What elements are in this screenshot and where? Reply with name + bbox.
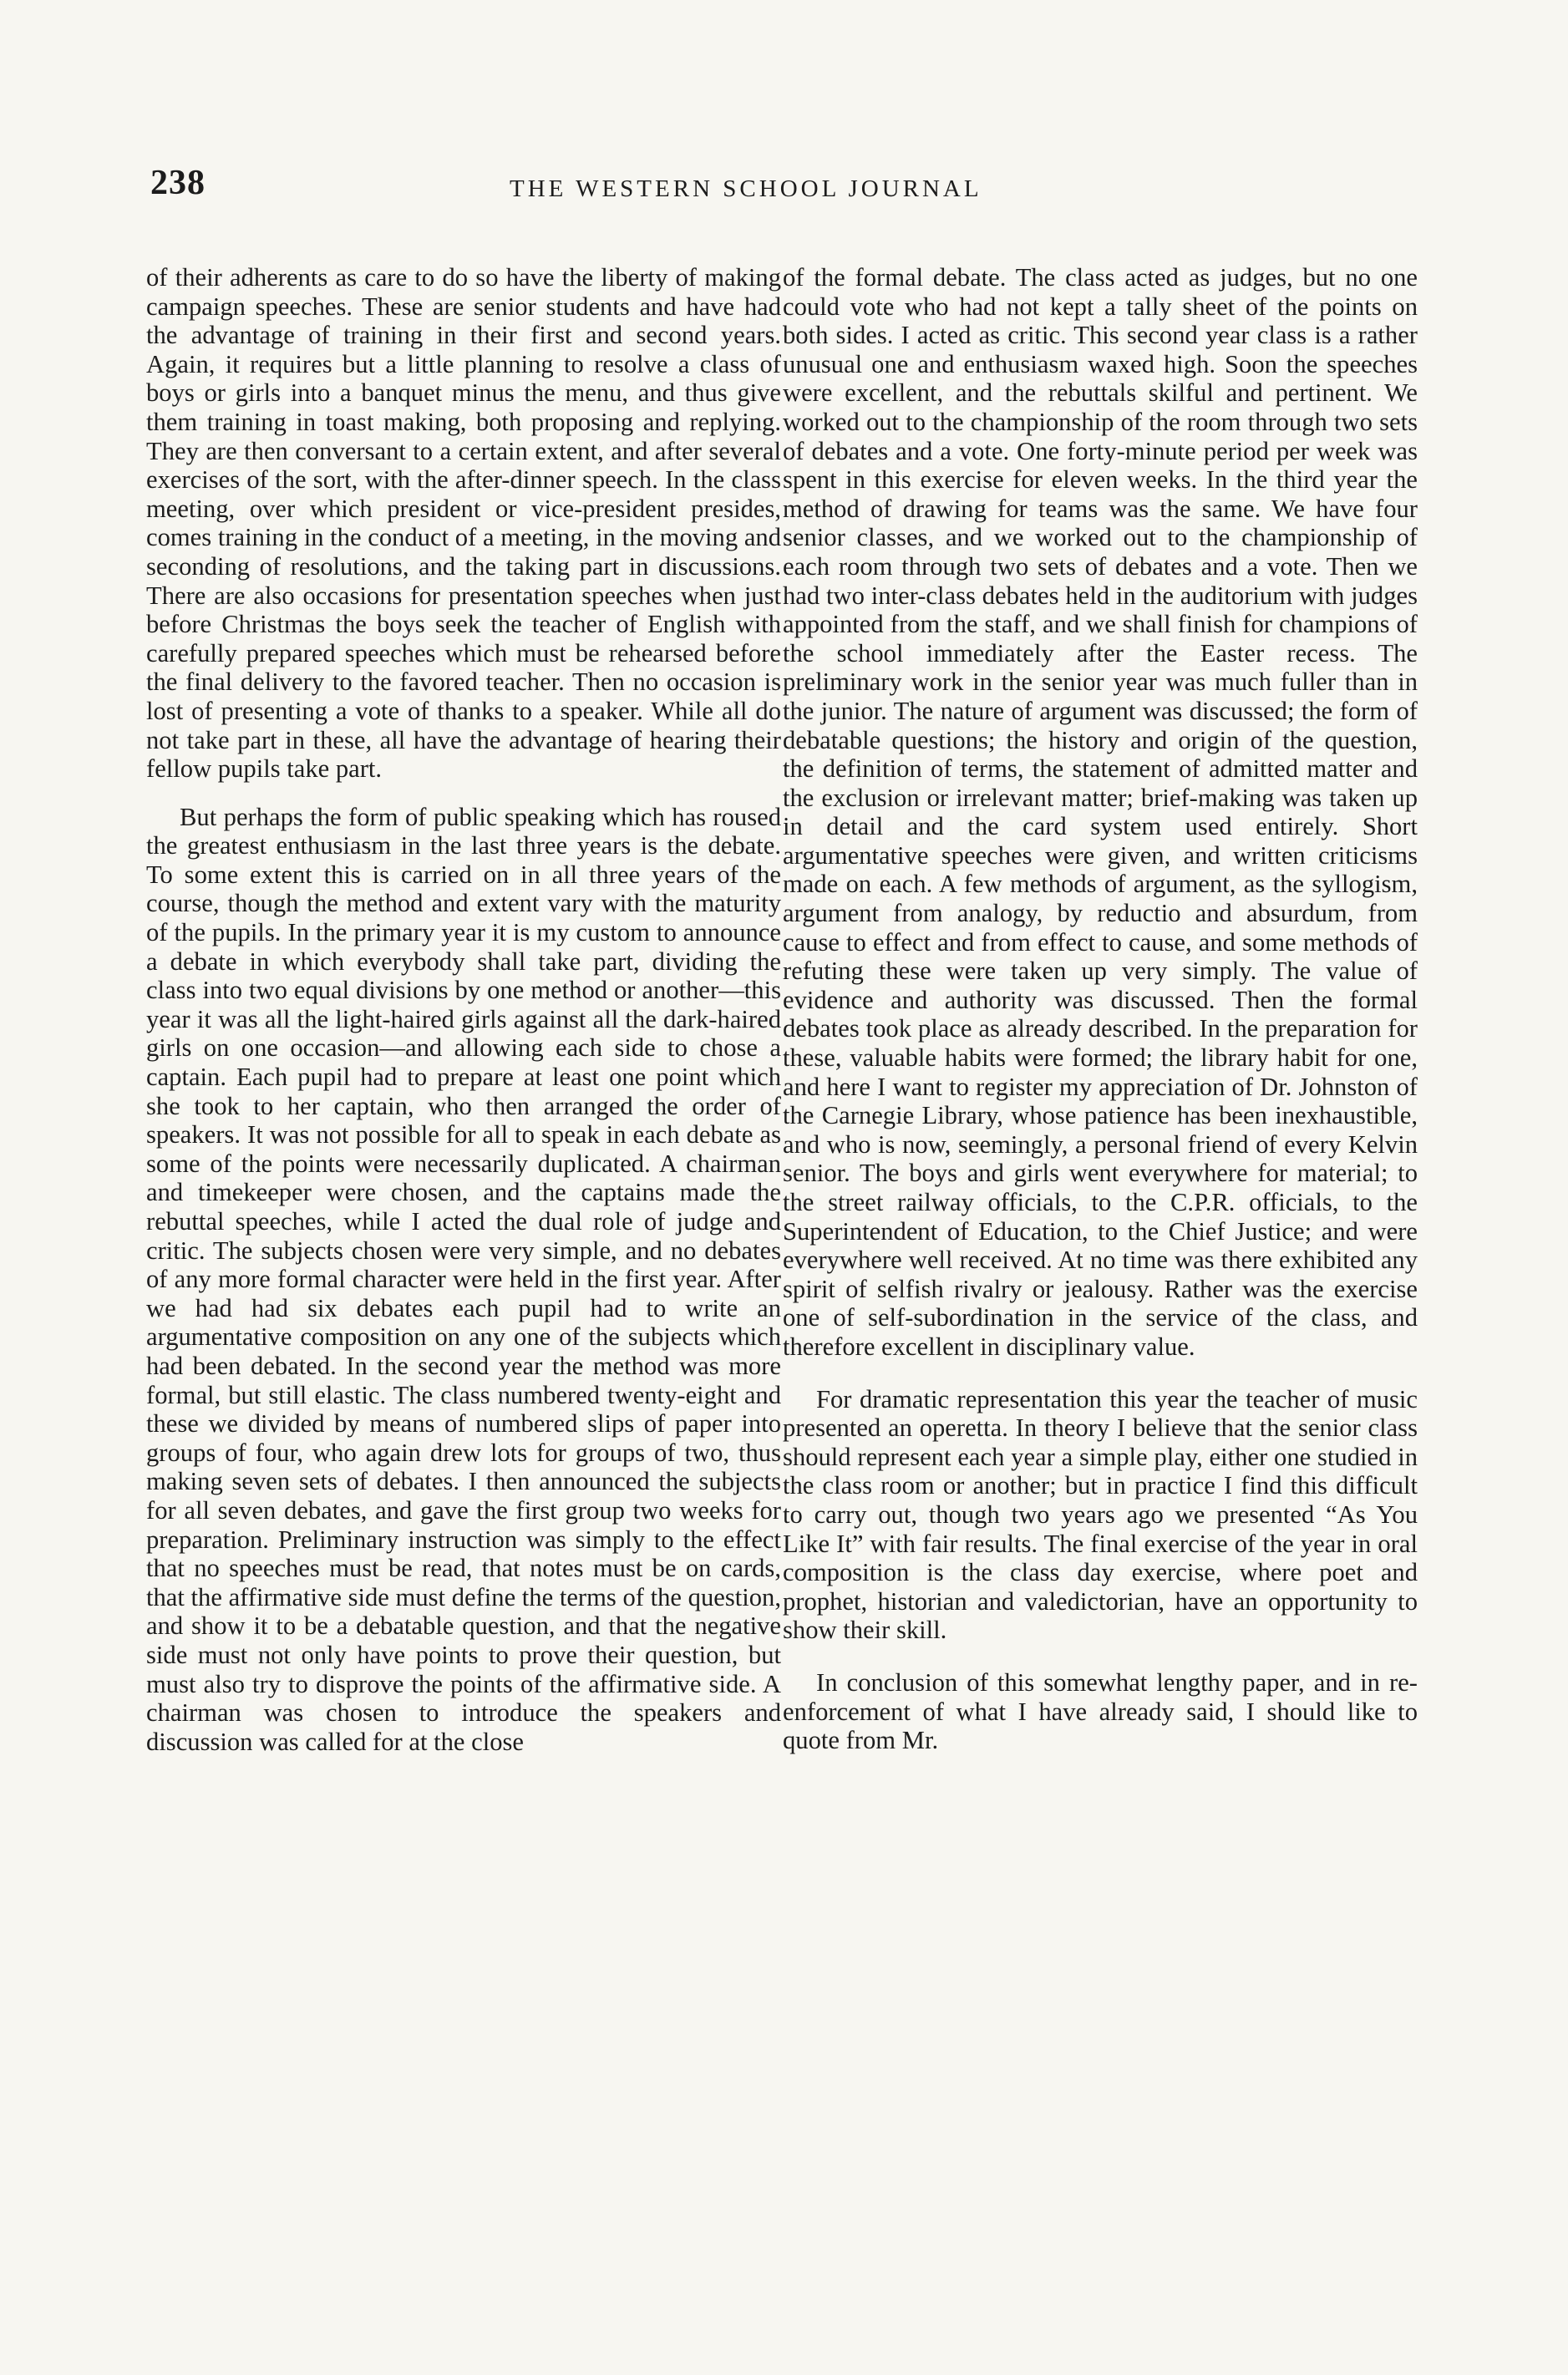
page-number: 238 xyxy=(150,164,206,202)
running-head: THE WESTERN SCHOOL JOURNAL xyxy=(510,175,982,202)
paragraph: In conclusion of this somewhat lengthy paper, and in re-enforcement of what I have already said, I should like to quote from Mr. xyxy=(783,1667,1418,1755)
left-column xyxy=(146,263,781,1756)
paragraph: of the formal debate. The class acted as judges, but no one could vote who had not kept a tally sheet of the points on both sides. I acted as critic. This second year class is a rather unusual one and enthusiasm waxed high. Soon the speeches were excellent, and the rebuttals skilful and pertinent. We worked out to the championship of the room through two sets of debates and a vote. One forty-minute period per week was spent in this exercise for eleven weeks. In the third year the method of drawing for teams was the same. We have four senior classes, and we worked out to the championship of each room through two sets of debates and a vote. Then we had two inter-class debates held in the auditorium with judges appointed from the staff, and we shall finish for champions of the school immediately after the Easter recess. The preliminary work in the senior year was much fuller than in the junior. The nature of argument was discussed; the form of debatable questions; the history and origin of the question, the definition of terms, the statement of admitted matter and the exclusion or irrelevant matter; brief-making was taken up in detail and the card system used entirely. Short argumentative speeches were given, and written criticisms made on each. A few methods of argument, as the syllogism, argument from analogy, by reductio and absurdum, from cause to effect and from effect to cause, and some methods of refuting these were taken up very simply. The value of evidence and authority was discussed. Then the formal debates took place as already described. In the preparation for these, valuable habits were formed; the library habit for one, and here I want to register my appreciation of Dr. Johnston of the Carnegie Library, whose patience has been inexhaustible, and who is now, seemingly, a personal friend of every Kelvin senior. The boys and girls went everywhere for material; to the street railway officials, to the C.P.R. officials, to the Superintendent of Education, to the Chief Justice; and were everywhere well received. At no time was there exhibited any spirit of selfish rivalry or jealousy. Rather was the exercise one of self-subordination in the service of the class, and therefore excellent in disciplinary value. xyxy=(783,263,1418,1361)
paragraph: For dramatic representation this year the teacher of music presented an operetta. In theory I believe that the senior class should represent each year a simple play, either one studied in the class room or another; but in practice I find this difficult to carry out, though two years ago we presented “As You Like It” with fair results. The final exercise of the year in oral composition is the class day exercise, where poet and prophet, historian and valedictorian, have an opportunity to show their skill. xyxy=(783,1384,1418,1645)
right-column xyxy=(783,263,1418,1755)
paragraph: But perhaps the form of public speaking which has roused the greatest enthusiasm in the last three years is the debate. To some extent this is carried on in all three years of the course, though the method and extent vary with the maturity of the pupils. In the primary year it is my custom to announce a debate in which everybody shall take part, dividing the class into two equal divisions by one method or another—this year it was all the light-haired girls against all the dark-haired girls on one occasion—and allowing each side to chose a captain. Each pupil had to prepare at least one point which she took to her captain, who then arranged the order of speakers. It was not possible for all to speak in each debate as some of the points were necessarily duplicated. A chairman and timekeeper were chosen, and the captains made the rebuttal speeches, while I acted the dual role of judge and critic. The subjects chosen were very simple, and no debates of any more formal character were held in the first year. After we had had six debates each pupil had to write an argumentative composition on any one of the subjects which had been debated. In the second year the method was more formal, but still elastic. The class numbered twenty-eight and these we divided by means of numbered slips of paper into groups of four, who again drew lots for groups of two, thus making seven sets of debates. I then announced the subjects for all seven debates, and gave the first group two weeks for preparation. Preliminary instruction was simply to the effect that no speeches must be read, that notes must be on cards, that the affirmative side must define the terms of the question, and show it to be a debatable question, and that the negative side must not only have points to prove their question, but must also try to disprove the points of the affirmative side. A chairman was chosen to introduce the speakers and discussion was called for at the close xyxy=(146,802,781,1756)
paragraph: of their adherents as care to do so have the liberty of making campaign speeches. These are senior students and have had the advantage of training in their first and second years. Again, it requires but a little planning to resolve a class of boys or girls into a banquet minus the menu, and thus give them training in toast making, both proposing and replying. They are then conversant to a certain extent, and after several exercises of the sort, with the after-dinner speech. In the class meeting, over which president or vice-president presides, comes training in the conduct of a meeting, in the moving and seconding of resolutions, and the taking part in discussions. There are also occasions for presentation speeches when just before Christmas the boys seek the teacher of English with carefully prepared speeches which must be rehearsed before the final delivery to the favored teacher. Then no occasion is lost of presenting a vote of thanks to a speaker. While all do not take part in these, all have the advantage of hearing their fellow pupils take part. xyxy=(146,263,781,784)
